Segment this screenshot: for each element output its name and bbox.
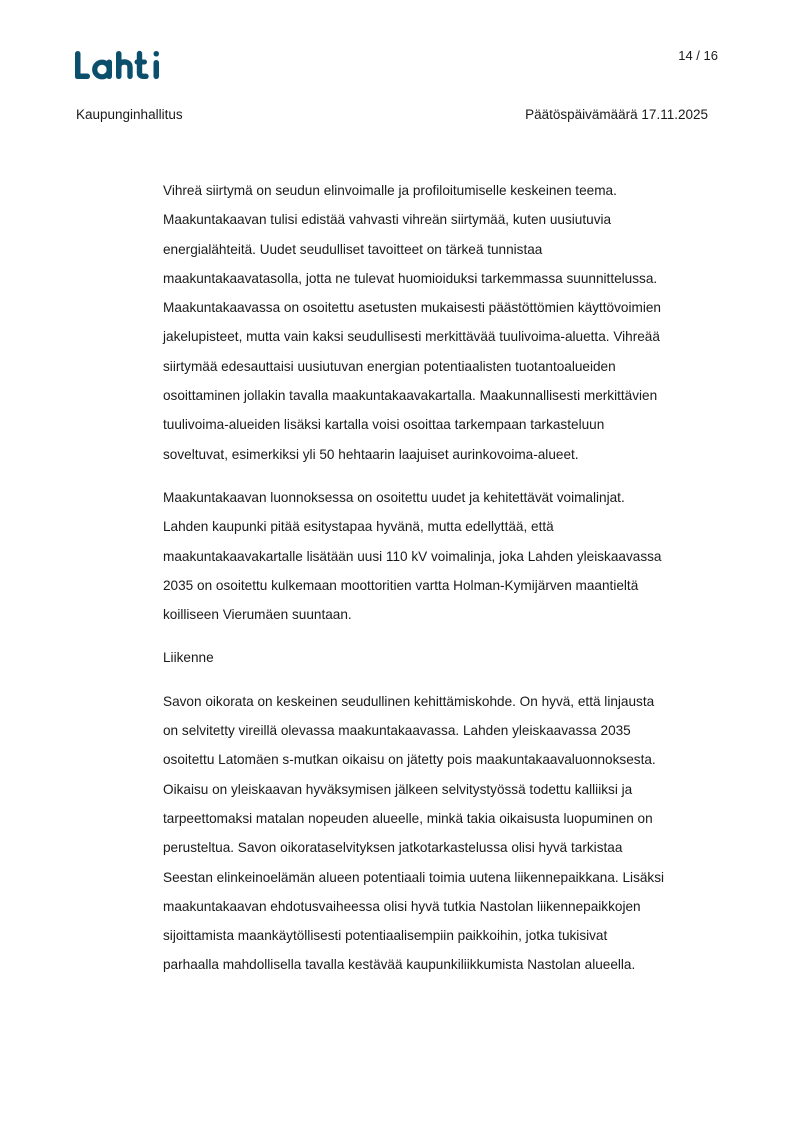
text-line: maakuntakaavan ehdotusvaiheessa olisi hyvä tutkia Nastolan liikennepaikkojen — [163, 898, 641, 914]
lahti-logo — [75, 49, 167, 81]
text-line: sijoittamista maankäytöllisesti potentiaalisempiin paikkoihin, jotka tukisivat — [163, 928, 608, 944]
text-line: parhaalla mahdollisella tavalla kestävää kaupunkiliikkumista Nastolan alueella. — [163, 957, 636, 973]
text-line: Maakuntakaavan tulisi edistää vahvasti vihreän siirtymää, kuten uusiutuvia — [163, 212, 612, 228]
text-line: perusteltua. Savon oikorataselvityksen jatkotarkastelussa olisi hyvä tarkistaa — [163, 840, 623, 856]
paragraph-power-lines — [163, 483, 721, 629]
text-line: Lahden kaupunki pitää esitystapaa hyvänä, mutta edellyttää, että — [163, 519, 554, 535]
text-line: Maakuntakaavassa on osoitettu asetusten mukaisesti päästöttömien käyttövoimien — [163, 300, 661, 316]
text-line: on selvitetty vireillä olevassa maakuntakaavassa. Lahden yleiskaavassa 2035 — [163, 723, 631, 739]
decision-date: Päätöspäivämäärä 17.11.2025 — [525, 107, 708, 122]
section-heading: Liikenne — [163, 650, 214, 666]
paragraph-traffic — [163, 687, 721, 980]
paragraph-green-transition — [163, 176, 721, 469]
text-line: Savon oikorata on keskeinen seudullinen kehittämiskohde. On hyvä, että linjausta — [163, 693, 655, 709]
document-body — [163, 176, 721, 980]
text-line: energialähteitä. Uudet seudulliset tavoitteet on tärkeä tunnistaa — [163, 241, 543, 257]
page-number: 14 / 16 — [678, 48, 718, 63]
lahti-logo-mark — [75, 49, 167, 81]
text-line: Seestan elinkeinoelämän alueen potentiaali toimia uutena liikennepaikkana. Lisäksi — [163, 869, 665, 885]
text-line: soveltuvat, esimerkiksi yli 50 hehtaarin laajuiset aurinkovoima-alueet. — [163, 446, 579, 462]
text-line: tarpeettomaksi matalan nopeuden alueelle, minkä takia oikaisusta luopuminen on — [163, 810, 653, 826]
text-line: jakelupisteet, mutta vain kaksi seudullisesti merkittävää tuulivoima-aluetta. Vihreää — [163, 329, 660, 345]
text-line: maakuntakaavakartalle lisätään uusi 110 kV voimalinja, joka Lahden yleiskaavassa — [163, 548, 662, 564]
text-line: maakuntakaavatasolla, jotta ne tulevat huomioiduksi tarkemmassa suunnittelussa. — [163, 270, 658, 286]
text-line: Vihreä siirtymä on seudun elinvoimalle ja profiloitumiselle keskeinen teema. — [163, 183, 617, 198]
text-line: koilliseen Vierumäen suuntaan. — [163, 607, 352, 623]
text-line: osoitettu Latomäen s-mutkan oikaisu on jätetty pois maakuntakaavaluonnoksesta. — [163, 752, 656, 768]
text-line: Oikaisu on yleiskaavan hyväksymisen jälkeen selvitystyössä todettu kalliiksi ja — [163, 781, 633, 797]
organization-name: Kaupunginhallitus — [76, 107, 183, 122]
text-line: tuulivoima-alueiden lisäksi kartalla voisi osoittaa tarkempaan tarkasteluun — [163, 417, 605, 433]
text-line: osoittaminen jollakin tavalla maakuntakaavakartalla. Maakunnallisesti merkittävien — [163, 388, 658, 404]
text-line: siirtymää edesauttaisi uusiutuvan energian potentiaalisten tuotantoalueiden — [163, 358, 616, 374]
text-line: 2035 on osoitettu kulkemaan moottoritien vartta Holman-Kymijärven maantieltä — [163, 577, 639, 593]
text-line: Maakuntakaavan luonnoksessa on osoitettu uudet ja kehitettävät voimalinjat. — [163, 489, 625, 505]
